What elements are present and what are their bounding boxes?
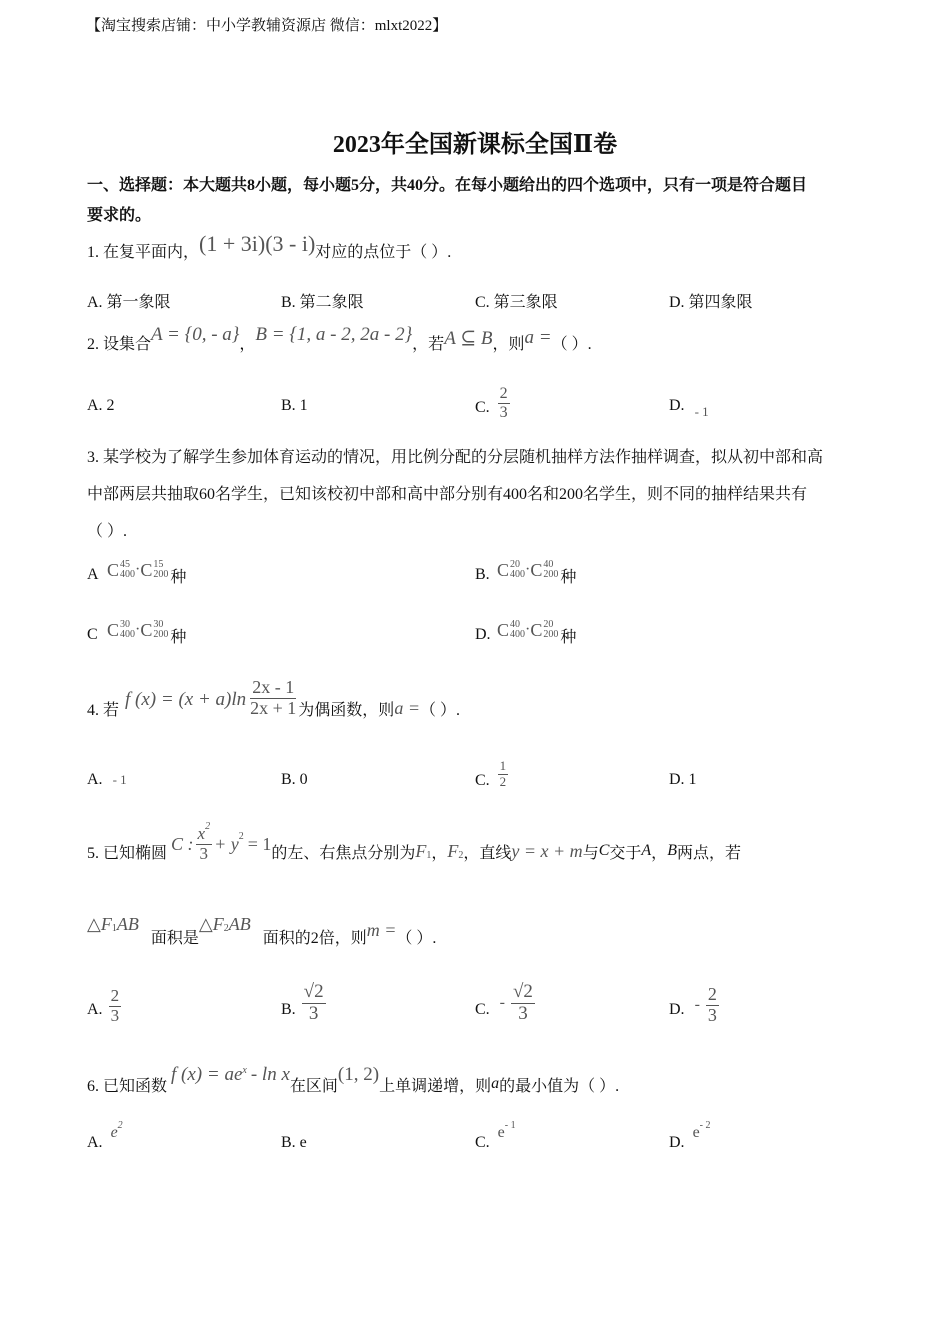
q3-option-a-c2: C: [140, 559, 153, 580]
q3-option-a-c1: C: [107, 559, 120, 580]
q2-condition: A ⊆ B: [444, 327, 493, 349]
q5-sep2: ，: [651, 844, 668, 862]
q2-option-c-fraction: [498, 385, 510, 421]
q3-line3: （ ）.: [87, 523, 128, 540]
q3-option-c: [87, 612, 186, 648]
header-note: 【淘宝搜索店铺：中小学教辅资源店 微信：mlxt2022】: [86, 18, 448, 34]
q4-fraction: [248, 678, 298, 719]
q5-option-d-num: 2: [707, 983, 717, 1004]
q3-option-c-unit: 种: [170, 628, 187, 646]
q6-mid: 在区间: [289, 1077, 338, 1095]
q5-mid1: 的左、右焦点分别为: [271, 844, 416, 862]
q2-set-a: A = {0, - a}: [151, 324, 240, 345]
q3-a-c2-sup: 15: [153, 559, 164, 570]
q5-option-d: [669, 980, 719, 1030]
q5-option-a: [87, 982, 121, 1030]
q4-option-c-label: C.: [475, 772, 490, 789]
q5-line-expr: y = x + m: [511, 840, 583, 861]
q3-b-c2-sub: 200: [543, 569, 559, 580]
q5-f2: F: [447, 840, 459, 861]
q5-sep: ，: [431, 844, 448, 862]
q2-var: a =: [524, 327, 552, 348]
q3-option-c-c1-indices: [120, 620, 135, 640]
q3-option-d-dot: ·: [525, 621, 531, 638]
q2-option-d-value: - 1: [694, 404, 709, 419]
q3-b-c2-sup: 40: [543, 559, 554, 570]
q5-prefix: 5. 已知椭圆: [87, 844, 168, 862]
q3-option-c-dot: ·: [135, 621, 141, 638]
q4-option-a-value: - 1: [112, 772, 127, 787]
q5-option-c-num: √2: [513, 980, 533, 1002]
q6-end: 的最小值为（ ）.: [499, 1077, 620, 1095]
q6-option-b: B. e: [281, 1134, 307, 1151]
q3-c-c2-sub: 200: [153, 629, 169, 640]
q3-option-b-c1-indices: [510, 560, 525, 580]
q1-suffix: 对应的点位于（ ）.: [315, 243, 452, 261]
q2-then: ，则: [492, 335, 525, 353]
q4-option-c-num: 1: [499, 758, 507, 774]
q5-ellipse-c: C :: [171, 833, 194, 854]
q5-option-d-label: D.: [669, 1001, 685, 1018]
q5-option-c-sign: -: [499, 994, 505, 1011]
q5-f1: F: [415, 840, 427, 861]
q3-a-c1-sub: 400: [120, 569, 136, 580]
q5-option-a-den: 3: [110, 1005, 120, 1025]
q3-option-c-label: C: [87, 626, 98, 643]
q1-option-a: A. 第一象限: [87, 294, 171, 311]
q3-option-b-c2-indices: [543, 560, 558, 580]
question-6: [87, 1060, 619, 1100]
question-5-line2: [87, 912, 436, 948]
q2-option-d-label: D.: [669, 397, 685, 414]
q3-d-c1-sub: 400: [510, 629, 526, 640]
q5-ellipse-x: x: [197, 823, 206, 843]
q1-option-c: C. 第三象限: [475, 294, 558, 311]
q3-option-a-c2-indices: [153, 560, 168, 580]
q5-option-c-den: 3: [518, 1002, 528, 1024]
q2-option-d: [669, 397, 709, 419]
q4-end: （ ）.: [419, 701, 460, 719]
q2-comma: ，: [239, 335, 256, 353]
q4-option-b: B. 0: [281, 771, 308, 788]
q5-option-d-den: 3: [707, 1004, 717, 1025]
q5-f2-sub: 2: [458, 849, 464, 861]
q5-f1-sub: 1: [426, 849, 432, 861]
q5-option-a-fraction: [109, 987, 122, 1025]
q3-option-d: [475, 612, 576, 648]
q4-frac-den: 2x + 1: [250, 697, 297, 718]
q3-option-c-c1: C: [107, 619, 120, 640]
q5-mid3: 与: [582, 844, 599, 862]
q5-option-b-fraction: [302, 982, 326, 1025]
q2-option-c: [475, 380, 510, 426]
section-instruction-line1: 一、选择题：本大题共8小题，每小题5分，共40分。在每小题给出的四个选项中，只有一项是符合题目: [87, 177, 808, 194]
q3-d-c2-sub: 200: [543, 629, 559, 640]
q5-triangle-2-sub: 2: [223, 922, 229, 934]
q3-c-c2-sup: 30: [153, 619, 164, 630]
q5-option-c: [475, 976, 535, 1030]
q6-option-c: [475, 1120, 516, 1152]
q3-option-d-c1: C: [497, 619, 510, 640]
q5-ellipse-num: [196, 820, 213, 845]
q5-triangle-2: △F: [198, 913, 224, 934]
section-instruction-line2: 要求的。: [87, 207, 152, 224]
q5-area1: 面积是: [150, 929, 199, 947]
page-title: 2023年全国新课标全国Ⅱ卷: [332, 132, 618, 158]
q6-option-c-base: e: [497, 1124, 505, 1141]
q3-option-c-c2: C: [140, 619, 153, 640]
q1-expression: (1 + 3i)(3 - i): [199, 231, 316, 256]
q3-c-c1-sup: 30: [120, 619, 131, 630]
q5-ellipse-eq: = 1: [247, 833, 272, 854]
q3-line2: 中部两层共抽取60名学生，已知该校初中部和高中部分别有400名和200名学生，则不同的抽样结果共有: [87, 486, 808, 503]
q3-option-d-c2: C: [530, 619, 543, 640]
q5-option-b-label: B.: [281, 1001, 296, 1018]
q2-set-b: B = {1, a - 2, 2a - 2}: [255, 324, 413, 345]
q5-area2: 面积的2倍，则: [262, 929, 367, 947]
q5-end: （ ）.: [396, 929, 437, 947]
q2-option-c-num: 2: [499, 384, 508, 402]
q3-option-b-c1: C: [497, 559, 510, 580]
q6-option-a-label: A.: [87, 1134, 103, 1151]
q5-b-var: B: [667, 842, 677, 859]
q3-option-b-unit: 种: [560, 568, 577, 586]
q4-option-a: [87, 771, 127, 789]
q6-option-c-exp: - 1: [504, 1120, 516, 1131]
q3-option-a-unit: 种: [170, 568, 187, 586]
q3-option-b-label: B.: [475, 566, 490, 583]
q6-option-d-exp: - 2: [699, 1120, 711, 1131]
q4-var: a =: [394, 697, 420, 718]
q6-interval: (1, 2): [337, 1064, 380, 1085]
q5-ellipse-den: 3: [199, 843, 209, 863]
q3-option-a-dot: ·: [135, 561, 141, 578]
q4-option-a-label: A.: [87, 771, 103, 788]
question-1: [87, 230, 451, 270]
q5-mid4: 交于: [609, 844, 642, 862]
q3-option-b-c2: C: [530, 559, 543, 580]
question-4: [87, 670, 460, 726]
q4-option-c-den: 2: [499, 773, 507, 789]
q1-option-d: D. 第四象限: [669, 294, 753, 311]
q4-option-c-fraction: [498, 759, 509, 789]
q4-prefix: 4. 若: [87, 701, 120, 719]
q3-option-a: [87, 552, 186, 588]
q4-suffix: 为偶函数，则: [298, 701, 395, 719]
q2-suffix: （ ）.: [551, 335, 592, 353]
q3-option-d-label: D.: [475, 626, 491, 643]
q3-b-c1-sup: 20: [510, 559, 521, 570]
q4-option-c: [475, 753, 508, 795]
q3-option-a-label: A: [87, 566, 99, 583]
q2-mid: ，若: [412, 335, 445, 353]
q5-option-b-den: 3: [308, 1002, 319, 1024]
q6-expression: f (x) = ae: [171, 1064, 243, 1085]
q6-exponent: x: [242, 1064, 247, 1076]
q4-expression: f (x) = (x + a)ln: [125, 689, 247, 710]
q1-prefix: 1. 在复平面内，: [87, 243, 200, 261]
q3-a-c2-sub: 200: [153, 569, 169, 580]
q6-var: a: [491, 1075, 500, 1092]
q2-option-c-label: C.: [475, 399, 490, 416]
q2-prefix: 2. 设集合: [87, 335, 152, 353]
q6-option-a: [87, 1120, 123, 1152]
q5-option-c-label: C.: [475, 1001, 490, 1018]
q5-mid2: ，直线: [463, 844, 512, 862]
q5-option-b-num: √2: [303, 980, 324, 1002]
question-5-line1: [87, 816, 741, 872]
q3-option-b: [475, 552, 576, 588]
q3-option-d-c1-indices: [510, 620, 525, 640]
q5-ellipse-y: + y: [214, 833, 239, 854]
q3-option-d-c2-indices: [543, 620, 558, 640]
q5-ellipse-y-sq: 2: [238, 830, 244, 842]
q3-a-c1-sup: 45: [120, 559, 131, 570]
q4-option-d: D. 1: [669, 771, 697, 788]
q5-option-a-num: 2: [110, 985, 120, 1005]
q3-option-c-c2-indices: [153, 620, 168, 640]
q6-option-d-label: D.: [669, 1134, 685, 1151]
q3-line1: 3. 某学校为了解学生参加体育运动的情况，用比例分配的分层随机抽样方法作抽样调查，拟从初中部和高: [87, 449, 824, 466]
q6-option-a-base: e: [110, 1124, 118, 1141]
q5-option-c-fraction: [511, 982, 535, 1025]
q1-option-b: B. 第二象限: [281, 294, 364, 311]
q5-ellipse-fraction: [196, 820, 213, 863]
q6-prefix: 6. 已知函数: [87, 1077, 168, 1095]
q5-c-var: C: [598, 842, 610, 859]
q3-option-a-c1-indices: [120, 560, 135, 580]
q6-option-d: [669, 1120, 711, 1152]
q5-option-b: [281, 976, 326, 1030]
q6-option-a-exp: 2: [117, 1120, 123, 1131]
question-2: [87, 322, 592, 362]
q5-option-d-sign: -: [694, 996, 700, 1013]
q6-option-d-base: e: [692, 1124, 700, 1141]
q5-triangle-1-ab: AB: [116, 913, 139, 934]
q3-option-d-unit: 种: [560, 628, 577, 646]
q5-option-d-fraction: [706, 985, 719, 1026]
q5-triangle-1-sub: 1: [111, 922, 117, 934]
q2-option-c-den: 3: [499, 403, 508, 421]
q5-a-var: A: [641, 842, 652, 859]
q5-mid5: 两点，若: [676, 844, 741, 862]
q5-option-a-label: A.: [87, 1001, 103, 1018]
q3-d-c2-sup: 20: [543, 619, 554, 630]
q3-c-c1-sub: 400: [120, 629, 136, 640]
q5-m-var: m =: [366, 919, 397, 940]
q6-option-c-label: C.: [475, 1134, 490, 1151]
q5-ellipse-x-sq: 2: [205, 820, 211, 832]
q3-option-b-dot: ·: [525, 561, 531, 578]
q5-triangle-1: △F: [87, 913, 112, 934]
q5-triangle-2-ab: AB: [228, 913, 251, 934]
q4-frac-num: 2x - 1: [252, 676, 295, 697]
q6-expression-tail: - ln x: [250, 1064, 290, 1085]
q3-b-c1-sub: 400: [510, 569, 526, 580]
q6-suffix: 上单调递增，则: [379, 1077, 492, 1095]
q2-option-b: B. 1: [281, 397, 308, 414]
q2-option-a: A. 2: [87, 397, 115, 414]
q3-d-c1-sup: 40: [510, 619, 521, 630]
